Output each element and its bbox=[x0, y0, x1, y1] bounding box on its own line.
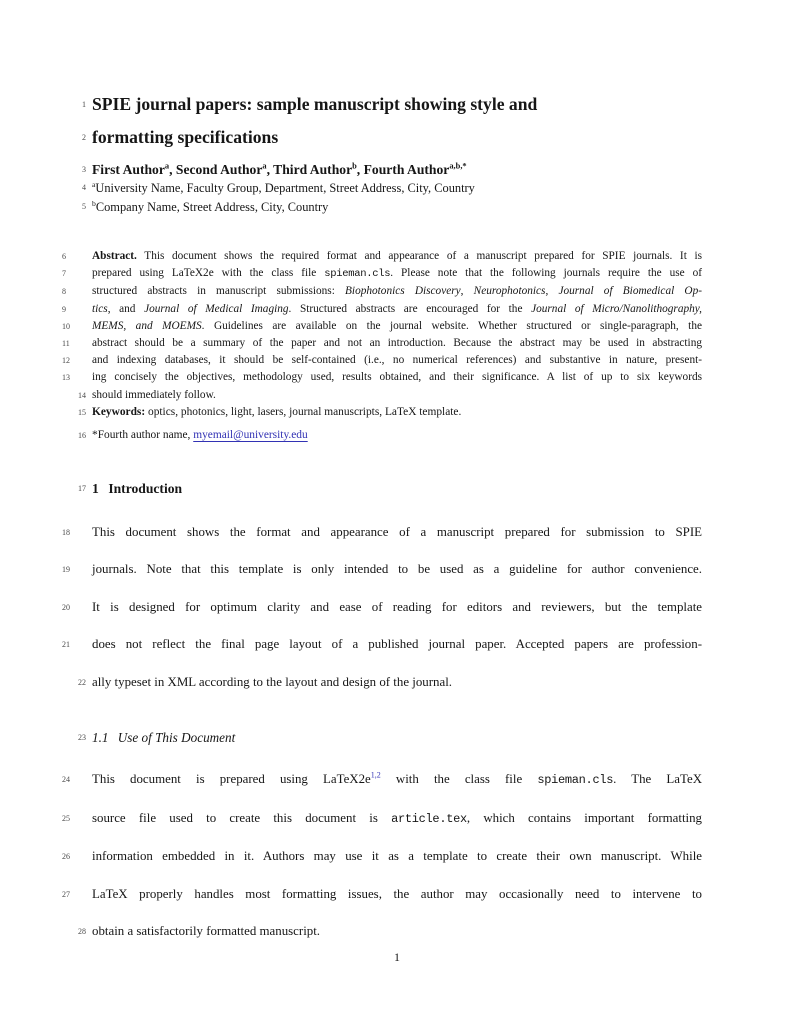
manuscript-line bbox=[62, 514, 702, 552]
text-segment: , Fourth Author bbox=[356, 162, 450, 177]
manuscript-line bbox=[78, 913, 702, 951]
manuscript-line bbox=[78, 480, 702, 498]
text-segment: with the class file bbox=[380, 772, 538, 787]
text-segment: *Fourth author name, bbox=[92, 428, 194, 441]
line-number: 9 bbox=[62, 304, 66, 314]
line-number: 21 bbox=[62, 640, 70, 650]
text-segment: LaTeX properly handles most formatting issues, the author may occasionally need to intervene to bbox=[92, 886, 702, 901]
manuscript-line bbox=[62, 318, 702, 335]
text-segment: , bbox=[545, 285, 559, 298]
affiliations bbox=[82, 179, 702, 216]
text-segment: Abstract. bbox=[92, 250, 137, 262]
manuscript-line bbox=[62, 335, 702, 352]
text-segment: . Guidelines are available on the journal website. Whether structured or single-paragraph, the bbox=[201, 319, 702, 332]
line-number: 18 bbox=[62, 527, 70, 537]
text-segment: , Second Author bbox=[169, 162, 263, 177]
text-segment: structured abstracts in manuscript submissions: bbox=[92, 285, 346, 298]
line-number: 17 bbox=[78, 483, 86, 493]
manuscript-line bbox=[62, 876, 702, 914]
text-segment: , Third Author bbox=[266, 162, 353, 177]
line-number: 22 bbox=[78, 677, 86, 687]
text-segment: obtain a satisfactorily formatted manuscript. bbox=[92, 924, 321, 939]
text-segment: a bbox=[262, 160, 267, 171]
keywords bbox=[78, 405, 702, 420]
text-segment: . Please note that the following journals require the use of bbox=[390, 267, 702, 280]
line-number: 5 bbox=[82, 201, 86, 211]
line-number: 1 bbox=[82, 100, 86, 109]
text-segment: and indexing databases, it should be self-contained (i.e., no numerical references) and substantive in nature, present- bbox=[92, 354, 702, 367]
text-segment: MEMS, and MOEMS bbox=[92, 319, 202, 332]
manuscript-line bbox=[82, 160, 702, 179]
text-segment: article.tex bbox=[391, 811, 467, 826]
manuscript-line bbox=[82, 88, 702, 121]
text-segment: Journal of Medical Imaging bbox=[144, 302, 289, 315]
manuscript-line bbox=[82, 179, 702, 198]
page-number: 1 bbox=[394, 950, 400, 964]
text-segment: tics bbox=[92, 302, 108, 315]
line-number: 11 bbox=[62, 339, 70, 349]
line-number: 19 bbox=[62, 565, 70, 575]
manuscript-line bbox=[78, 729, 702, 746]
text-segment: First Author bbox=[92, 162, 165, 177]
text-segment: University Name, Faculty Group, Department, Street Address, City, Country bbox=[95, 181, 475, 195]
line-number: 3 bbox=[82, 165, 86, 174]
text-segment: spieman.cls bbox=[324, 268, 391, 281]
text-segment: spieman.cls bbox=[537, 773, 614, 788]
text-segment: abstract should be a summary of the paper and not an introduction. Because the abstract may be used in abstracting bbox=[92, 337, 702, 350]
line-number: 15 bbox=[78, 407, 86, 417]
line-number: 13 bbox=[62, 373, 70, 383]
text-segment: Biophotonics Discovery bbox=[345, 285, 461, 298]
text-segment: a,b,* bbox=[449, 160, 467, 171]
introduction-paragraph bbox=[62, 514, 702, 702]
manuscript-line bbox=[62, 838, 702, 876]
abstract bbox=[62, 248, 702, 404]
text-segment: Neurophotonics bbox=[473, 285, 546, 298]
line-number: 27 bbox=[62, 889, 70, 899]
text-segment: b bbox=[92, 198, 96, 208]
text-segment: source file used to create this document is bbox=[92, 810, 392, 825]
section-heading-introduction bbox=[78, 480, 702, 498]
text-segment: optics, photonics, light, lasers, journal manuscripts, LaTeX template. bbox=[145, 405, 462, 418]
manuscript-line bbox=[62, 761, 703, 800]
manuscript-line bbox=[62, 626, 702, 664]
text-segment: 1 Introduction bbox=[92, 480, 183, 496]
line-number: 7 bbox=[62, 269, 66, 279]
line-number: 20 bbox=[62, 602, 70, 612]
manuscript-line bbox=[62, 265, 702, 283]
text-segment: formatting specifications bbox=[92, 127, 279, 147]
manuscript-line bbox=[62, 369, 702, 386]
text-segment: prepared using LaTeX2e with the class file bbox=[92, 267, 325, 280]
text-segment: ing concisely the objectives, methodology used, results obtained, and their significance. A list of up to six keywords bbox=[92, 371, 702, 384]
manuscript-line bbox=[62, 352, 702, 369]
text-segment: , and bbox=[107, 302, 145, 315]
text-segment: , which contains important formatting bbox=[466, 810, 702, 825]
text-segment: ally typeset in XML according to the layout and design of the journal. bbox=[92, 674, 453, 689]
line-number: 12 bbox=[62, 356, 70, 366]
email-link[interactable]: myemail@university.edu bbox=[193, 428, 308, 441]
text-segment: b bbox=[352, 160, 357, 171]
line-number: 25 bbox=[62, 813, 70, 823]
text-segment: This document shows the required format and appearance of a manuscript prepared for SPIE journals. It is bbox=[136, 250, 702, 262]
text-segment: Keywords: bbox=[92, 405, 146, 418]
text-segment: a bbox=[164, 160, 170, 171]
text-segment: , bbox=[460, 285, 474, 298]
manuscript-line bbox=[62, 551, 702, 589]
manuscript-content bbox=[62, 0, 703, 951]
text-segment: should immediately follow. bbox=[92, 388, 216, 401]
use-of-document-paragraph bbox=[62, 761, 703, 951]
line-number: 4 bbox=[82, 183, 86, 192]
line-number: 28 bbox=[78, 927, 86, 937]
line-number: 6 bbox=[62, 252, 66, 261]
text-segment: journals. Note that this template is only intended to be used as a guideline for author convenience. bbox=[92, 562, 702, 577]
line-number: 10 bbox=[62, 321, 70, 331]
text-segment: a bbox=[92, 179, 96, 189]
text-segment: does not reflect the final page layout of a published journal paper. Accepted papers are profession- bbox=[92, 637, 702, 652]
text-segment: It is designed for optimum clarity and ease of reading for editors and reviewers, but the template bbox=[92, 599, 702, 614]
line-number: 24 bbox=[62, 775, 70, 785]
manuscript-line bbox=[78, 405, 702, 420]
line-number: 23 bbox=[78, 733, 86, 743]
subsection-heading-use-of-this-document bbox=[78, 729, 702, 746]
author-list bbox=[82, 160, 702, 179]
manuscript-line bbox=[82, 121, 702, 154]
manuscript-line bbox=[62, 589, 702, 627]
manuscript-line bbox=[62, 283, 702, 300]
text-segment: SPIE journal papers: sample manuscript showing style and bbox=[92, 94, 538, 114]
text-segment: . Structured abstracts are encouraged for the bbox=[288, 302, 532, 315]
text-segment: Journal of Biomedical Op- bbox=[558, 285, 702, 298]
manuscript-line bbox=[78, 387, 702, 404]
text-segment: Company Name, Street Address, City, Country bbox=[95, 199, 329, 214]
manuscript-line bbox=[62, 800, 702, 839]
manuscript-line bbox=[78, 428, 702, 443]
text-segment: 1.1 Use of This Document bbox=[92, 730, 236, 746]
citation-link[interactable]: 1,2 bbox=[370, 771, 381, 781]
manuscript-line bbox=[62, 248, 702, 265]
manuscript-line bbox=[62, 301, 702, 318]
text-segment: information embedded in it. Authors may use it as a template to create their own manuscript. While bbox=[92, 849, 702, 864]
text-segment: This document is prepared using LaTeX2e bbox=[92, 772, 371, 787]
text-segment: . The LaTeX bbox=[613, 772, 703, 787]
line-number: 8 bbox=[62, 287, 66, 297]
manuscript-line bbox=[82, 198, 702, 217]
line-number: 16 bbox=[78, 430, 86, 440]
text-segment: Journal of Micro/Nanolithography, bbox=[531, 302, 702, 315]
text-segment: This document shows the format and appearance of a manuscript prepared for submission to SPIE bbox=[92, 524, 702, 539]
line-number: 14 bbox=[78, 390, 86, 400]
manuscript-line bbox=[78, 664, 702, 702]
paper-title bbox=[82, 88, 702, 154]
line-number: 2 bbox=[82, 133, 86, 142]
line-number: 26 bbox=[62, 852, 70, 862]
correspondence-note bbox=[78, 428, 702, 443]
